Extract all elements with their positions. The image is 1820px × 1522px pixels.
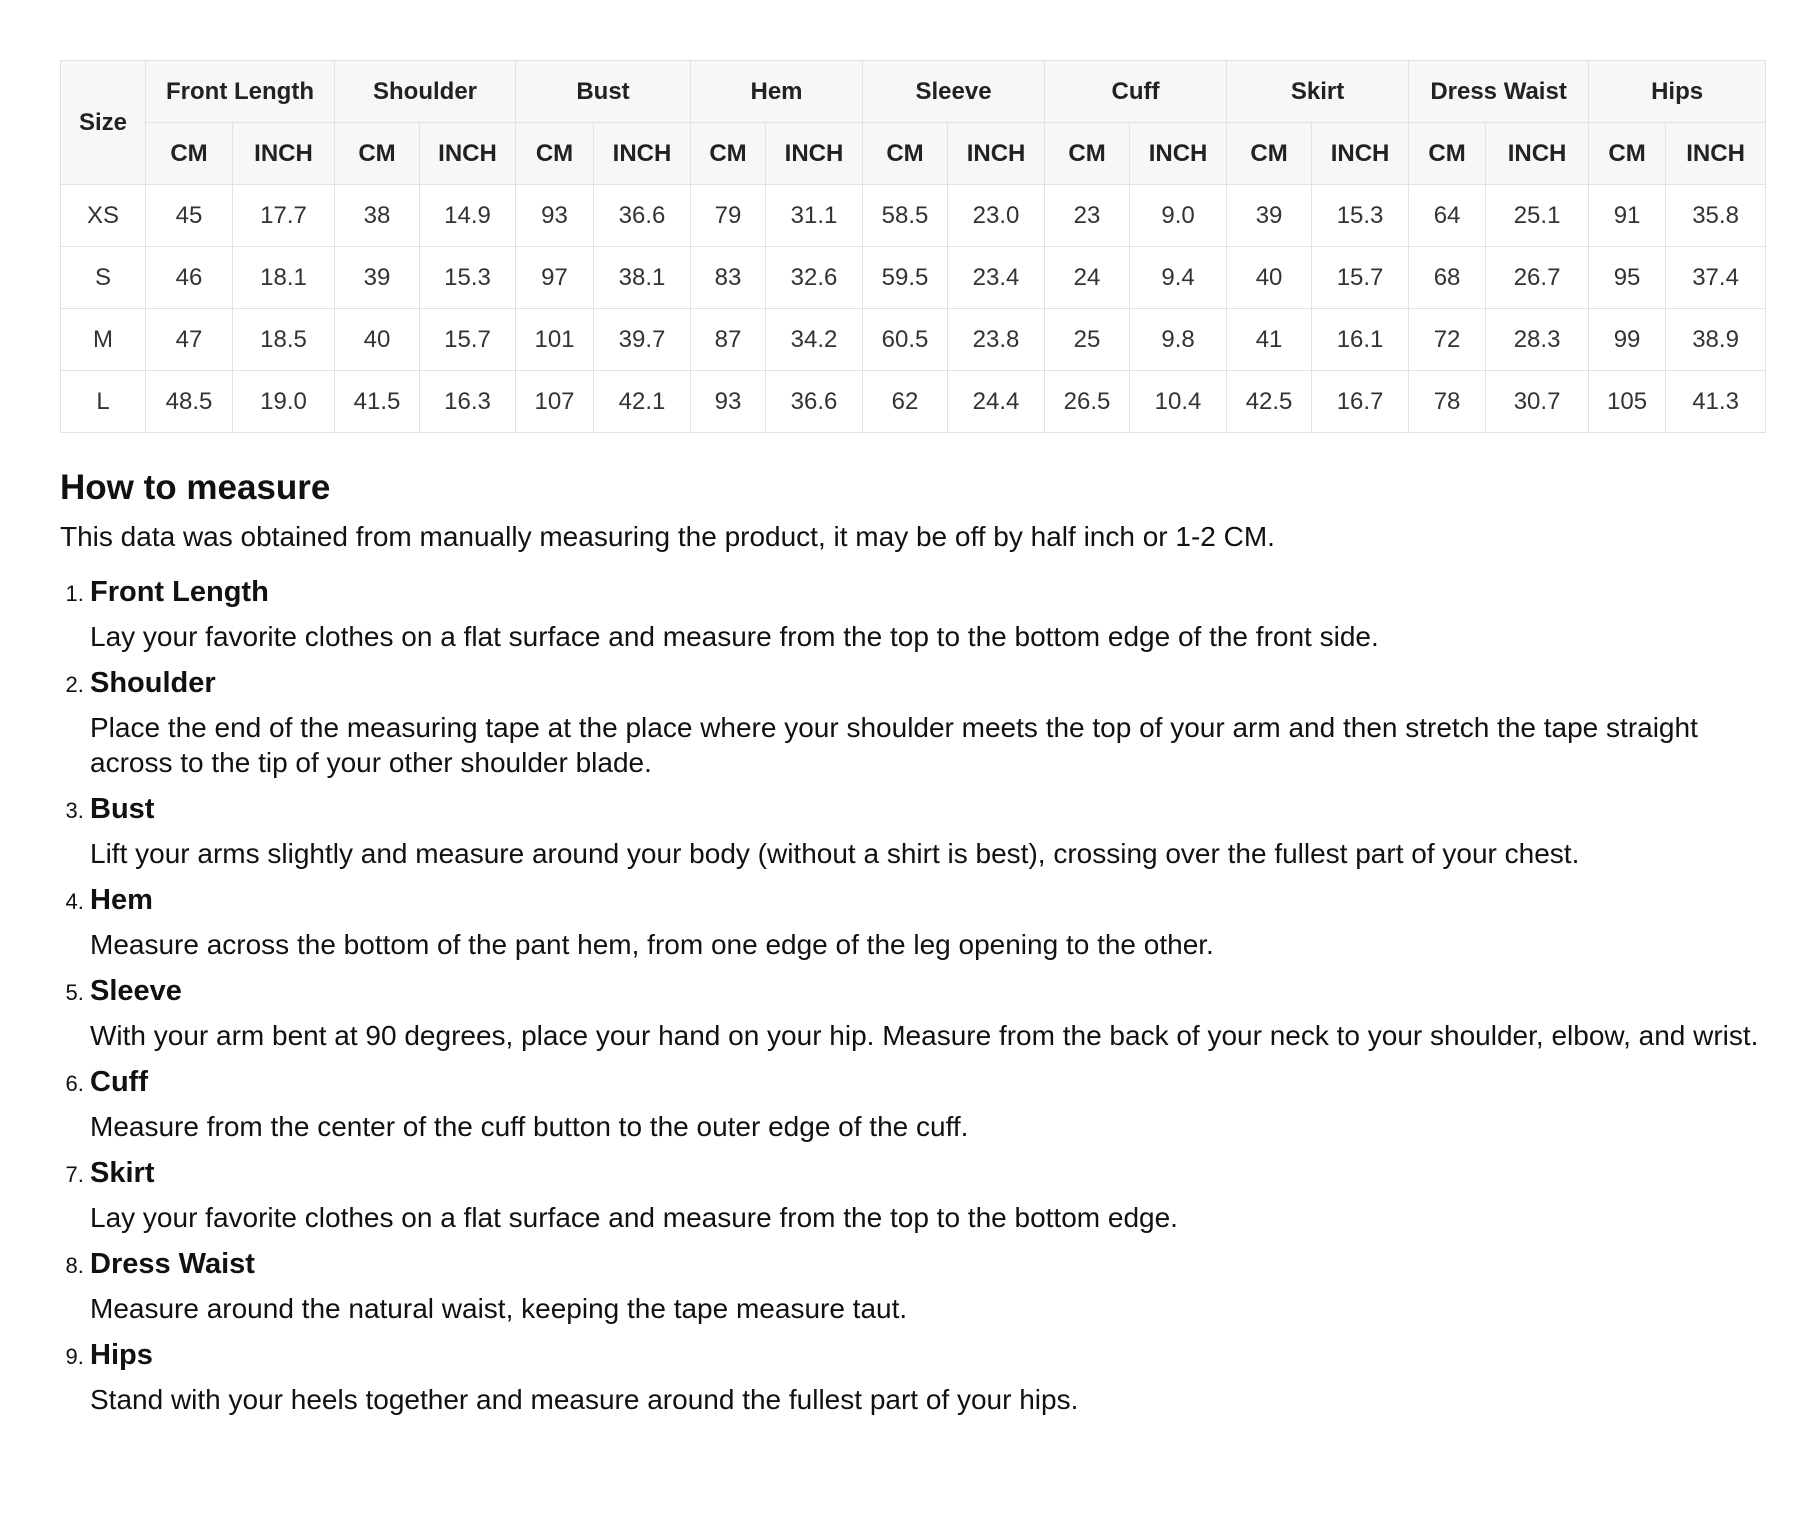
unit-header-cm: CM	[1409, 123, 1486, 185]
table-cell: 42.1	[594, 371, 691, 433]
table-cell: 68	[1409, 247, 1486, 309]
table-cell: 16.3	[420, 371, 516, 433]
table-cell: 38.1	[594, 247, 691, 309]
table-row	[61, 371, 1766, 433]
step-title-skirt: 7. Skirt	[90, 1157, 155, 1189]
step-title-cuff: 6. Cuff	[90, 1066, 148, 1098]
column-header-cuff: Cuff	[1045, 61, 1227, 123]
measurement-disclaimer: This data was obtained from manually measuring the product, it may be off by half inch or 1-2 CM.	[60, 521, 1275, 552]
table-cell: 40	[1227, 247, 1312, 309]
table-cell: 39	[1227, 185, 1312, 247]
list-item	[90, 1336, 1761, 1417]
table-cell: 41.3	[1666, 371, 1766, 433]
table-cell: 23.0	[948, 185, 1045, 247]
table-cell: 40	[335, 309, 420, 371]
table-cell: 23.4	[948, 247, 1045, 309]
size-chart-table	[60, 60, 1766, 433]
table-cell: 23.8	[948, 309, 1045, 371]
table-cell: 101	[516, 309, 594, 371]
step-description: Measure across the bottom of the pant hem, from one edge of the leg opening to the other.	[90, 929, 1214, 960]
column-header-dress-waist: Dress Waist	[1409, 61, 1589, 123]
measurement-steps-list	[60, 573, 1761, 1417]
step-title-hips: 9. Hips	[90, 1339, 153, 1371]
table-cell: 78	[1409, 371, 1486, 433]
header-row-units	[61, 123, 1766, 185]
table-cell: 72	[1409, 309, 1486, 371]
step-title-front-length: 1. Front Length	[90, 576, 269, 608]
how-to-measure-heading: How to measure	[60, 468, 331, 507]
table-cell: 36.6	[766, 371, 863, 433]
table-cell: 26.7	[1486, 247, 1589, 309]
table-cell: 26.5	[1045, 371, 1130, 433]
table-cell: 18.1	[233, 247, 335, 309]
table-cell: 79	[691, 185, 766, 247]
unit-header-cm: CM	[335, 123, 420, 185]
step-description: With your arm bent at 90 degrees, place your hand on your hip. Measure from the back of your neck to your shoulder, elbow, and wrist.	[90, 1020, 1759, 1051]
table-cell: 34.2	[766, 309, 863, 371]
list-item	[90, 881, 1761, 962]
table-cell: 48.5	[146, 371, 233, 433]
table-cell: 41.5	[335, 371, 420, 433]
table-cell: 36.6	[594, 185, 691, 247]
table-row	[61, 185, 1766, 247]
table-row	[61, 247, 1766, 309]
list-item	[90, 573, 1761, 654]
step-title-bust: 3. Bust	[90, 793, 155, 825]
table-cell: 41	[1227, 309, 1312, 371]
unit-header-cm: CM	[691, 123, 766, 185]
table-cell: 62	[863, 371, 948, 433]
column-header-hem: Hem	[691, 61, 863, 123]
table-cell: 95	[1589, 247, 1666, 309]
table-cell: 9.4	[1130, 247, 1227, 309]
unit-header-cm: CM	[1589, 123, 1666, 185]
table-cell: 97	[516, 247, 594, 309]
table-cell: 107	[516, 371, 594, 433]
table-cell: 93	[516, 185, 594, 247]
table-cell: 93	[691, 371, 766, 433]
table-cell: 37.4	[1666, 247, 1766, 309]
unit-header-cm: CM	[863, 123, 948, 185]
step-description: Measure from the center of the cuff button to the outer edge of the cuff.	[90, 1111, 969, 1142]
column-header-shoulder: Shoulder	[335, 61, 516, 123]
column-header-sleeve: Sleeve	[863, 61, 1045, 123]
unit-header-inch: INCH	[766, 123, 863, 185]
list-item	[90, 1063, 1761, 1144]
step-title-dress-waist: 8. Dress Waist	[90, 1248, 255, 1280]
table-row	[61, 309, 1766, 371]
unit-header-inch: INCH	[1666, 123, 1766, 185]
table-cell: 38	[335, 185, 420, 247]
table-cell: 15.7	[420, 309, 516, 371]
table-cell: 24	[1045, 247, 1130, 309]
header-row-measurements	[61, 61, 1766, 123]
table-cell: 46	[146, 247, 233, 309]
step-title-shoulder: 2. Shoulder	[90, 667, 216, 699]
list-item	[90, 790, 1761, 871]
table-cell: 39	[335, 247, 420, 309]
unit-header-inch: INCH	[1130, 123, 1227, 185]
list-item	[90, 1245, 1761, 1326]
unit-header-inch: INCH	[1486, 123, 1589, 185]
table-cell: 25	[1045, 309, 1130, 371]
list-item	[90, 972, 1761, 1053]
table-cell: 83	[691, 247, 766, 309]
unit-header-inch: INCH	[233, 123, 335, 185]
size-label: XS	[61, 185, 146, 247]
table-cell: 15.3	[1312, 185, 1409, 247]
table-cell: 14.9	[420, 185, 516, 247]
step-description: Lay your favorite clothes on a flat surface and measure from the top to the bottom edge.	[90, 1202, 1178, 1233]
size-column-header: Size	[61, 61, 146, 185]
table-cell: 17.7	[233, 185, 335, 247]
unit-header-cm: CM	[1045, 123, 1130, 185]
table-cell: 9.0	[1130, 185, 1227, 247]
list-item	[90, 1154, 1761, 1235]
table-cell: 15.7	[1312, 247, 1409, 309]
step-title-hem: 4. Hem	[90, 884, 153, 916]
table-cell: 19.0	[233, 371, 335, 433]
unit-header-cm: CM	[516, 123, 594, 185]
table-cell: 31.1	[766, 185, 863, 247]
table-cell: 23	[1045, 185, 1130, 247]
step-description: Lift your arms slightly and measure around your body (without a shirt is best), crossing over the fullest part of your chest.	[90, 838, 1580, 869]
step-description: Lay your favorite clothes on a flat surface and measure from the top to the bottom edge of the front side.	[90, 621, 1379, 652]
table-cell: 35.8	[1666, 185, 1766, 247]
table-cell: 25.1	[1486, 185, 1589, 247]
unit-header-inch: INCH	[948, 123, 1045, 185]
table-cell: 60.5	[863, 309, 948, 371]
table-header	[61, 61, 1766, 185]
table-cell: 105	[1589, 371, 1666, 433]
table-cell: 30.7	[1486, 371, 1589, 433]
size-label: M	[61, 309, 146, 371]
list-item	[90, 664, 1761, 780]
table-cell: 24.4	[948, 371, 1045, 433]
size-label: L	[61, 371, 146, 433]
unit-header-cm: CM	[1227, 123, 1312, 185]
table-cell: 16.7	[1312, 371, 1409, 433]
column-header-hips: Hips	[1589, 61, 1766, 123]
table-cell: 9.8	[1130, 309, 1227, 371]
table-body	[61, 185, 1766, 433]
table-cell: 42.5	[1227, 371, 1312, 433]
column-header-skirt: Skirt	[1227, 61, 1409, 123]
table-cell: 87	[691, 309, 766, 371]
table-cell: 47	[146, 309, 233, 371]
table-cell: 39.7	[594, 309, 691, 371]
unit-header-cm: CM	[146, 123, 233, 185]
unit-header-inch: INCH	[420, 123, 516, 185]
table-cell: 91	[1589, 185, 1666, 247]
size-label: S	[61, 247, 146, 309]
table-cell: 38.9	[1666, 309, 1766, 371]
step-description: Place the end of the measuring tape at the place where your shoulder meets the top of your arm and then stretch the tape straight across to the tip of your other shoulder blade.	[90, 712, 1698, 778]
table-cell: 18.5	[233, 309, 335, 371]
table-cell: 32.6	[766, 247, 863, 309]
step-description: Stand with your heels together and measure around the fullest part of your hips.	[90, 1384, 1079, 1415]
column-header-front-length: Front Length	[146, 61, 335, 123]
step-title-sleeve: 5. Sleeve	[90, 975, 182, 1007]
column-header-bust: Bust	[516, 61, 691, 123]
table-cell: 16.1	[1312, 309, 1409, 371]
table-cell: 28.3	[1486, 309, 1589, 371]
step-description: Measure around the natural waist, keeping the tape measure taut.	[90, 1293, 908, 1324]
table-cell: 99	[1589, 309, 1666, 371]
table-cell: 10.4	[1130, 371, 1227, 433]
table-cell: 45	[146, 185, 233, 247]
table-cell: 59.5	[863, 247, 948, 309]
table-cell: 15.3	[420, 247, 516, 309]
table-cell: 58.5	[863, 185, 948, 247]
table-cell: 64	[1409, 185, 1486, 247]
unit-header-inch: INCH	[1312, 123, 1409, 185]
unit-header-inch: INCH	[594, 123, 691, 185]
